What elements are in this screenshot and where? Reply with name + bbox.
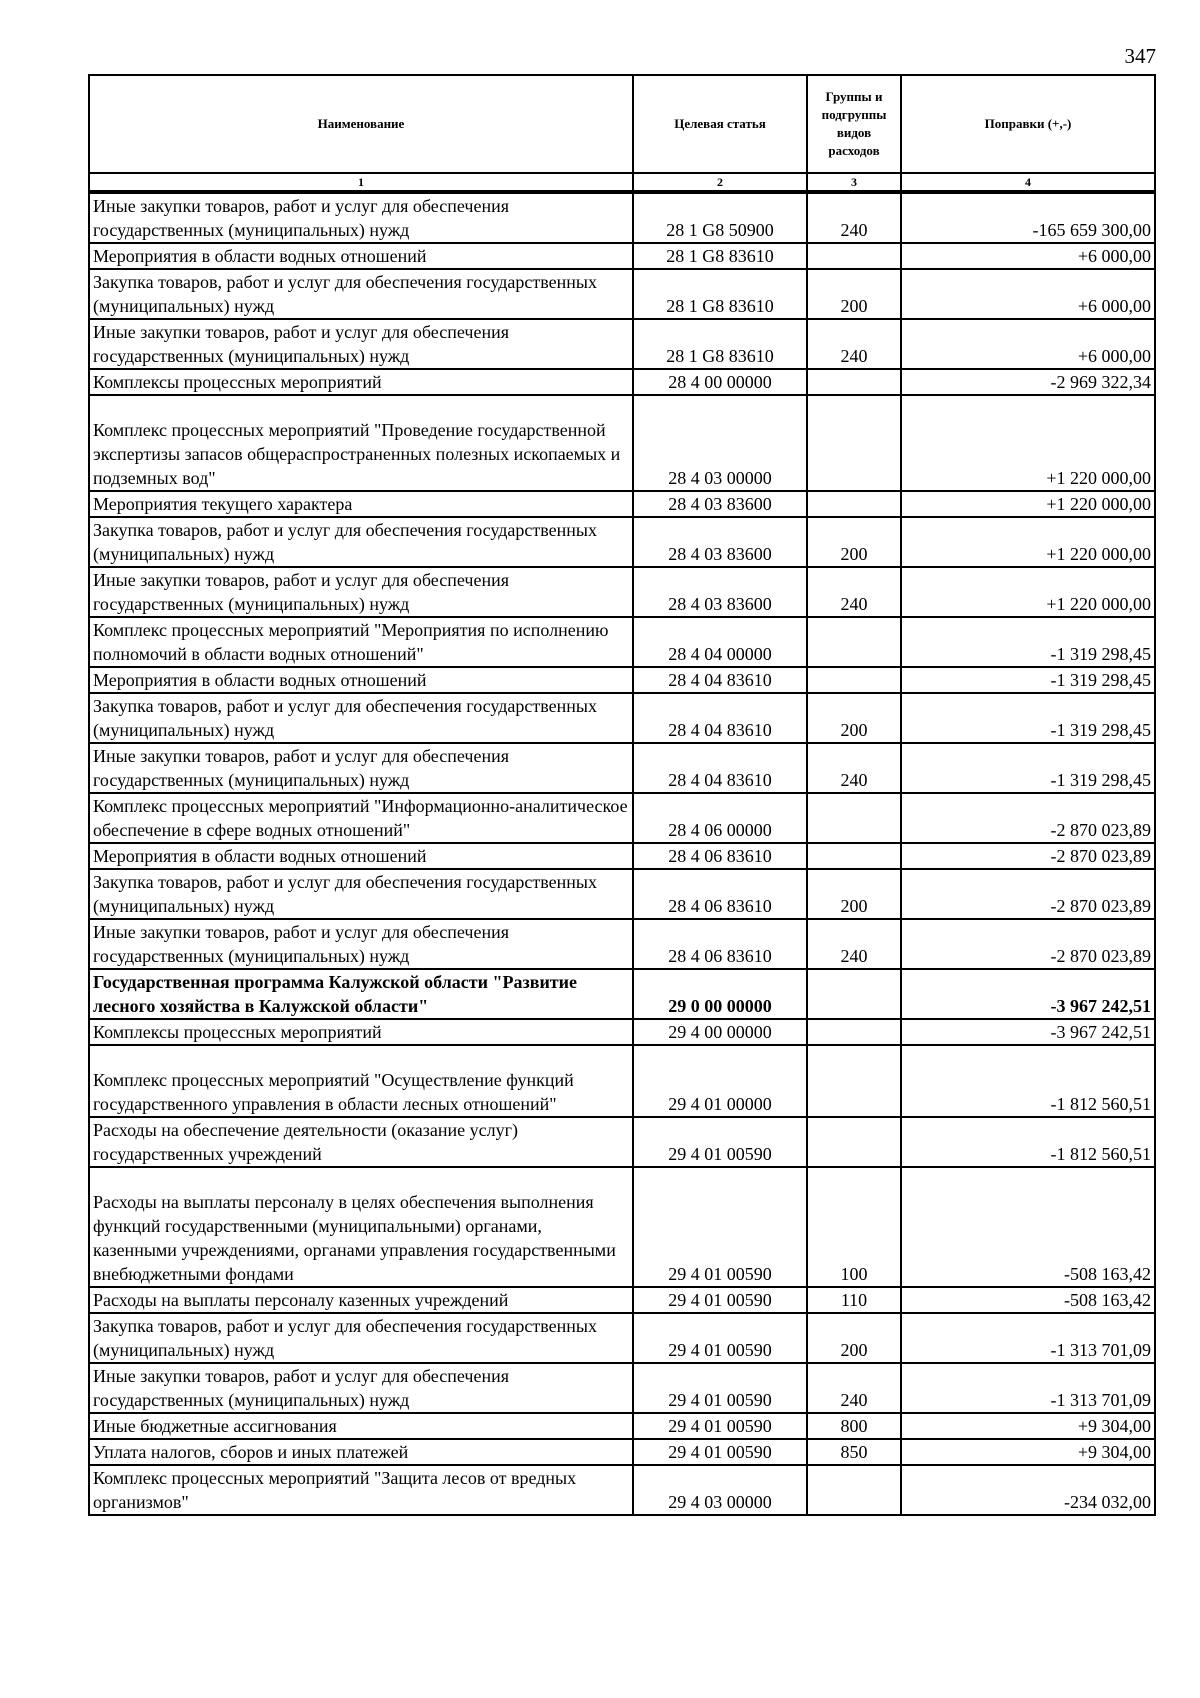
table-row bbox=[89, 319, 1155, 369]
row-expense-group: 240 bbox=[807, 919, 901, 969]
row-expense-group: 240 bbox=[807, 319, 901, 369]
row-target-code: 28 4 00 00000 bbox=[633, 369, 807, 395]
row-expense-group bbox=[807, 1045, 901, 1117]
row-expense-group: 800 bbox=[807, 1413, 901, 1439]
table-row bbox=[89, 567, 1155, 617]
row-target-code: 28 4 03 00000 bbox=[633, 395, 807, 491]
row-target-code: 29 4 01 00590 bbox=[633, 1413, 807, 1439]
table-row bbox=[89, 1363, 1155, 1413]
row-amendment-amount: -1 319 298,45 bbox=[901, 667, 1155, 693]
row-target-code: 29 4 01 00590 bbox=[633, 1439, 807, 1465]
row-expense-group bbox=[807, 369, 901, 395]
row-target-code: 28 1 G8 83610 bbox=[633, 319, 807, 369]
row-name: Мероприятия в области водных отношений bbox=[89, 243, 633, 269]
row-expense-group: 200 bbox=[807, 693, 901, 743]
row-expense-group bbox=[807, 491, 901, 517]
row-name: Иные закупки товаров, работ и услуг для обеспечения государственных (муниципальных) нужд bbox=[89, 192, 633, 243]
row-target-code: 28 4 03 83600 bbox=[633, 491, 807, 517]
row-name: Закупка товаров, работ и услуг для обеспечения государственных (муниципальных) нужд bbox=[89, 1313, 633, 1363]
table-body bbox=[89, 192, 1155, 1515]
table-row bbox=[89, 1413, 1155, 1439]
row-name: Комплекс процессных мероприятий "Информационно-аналитическое обеспечение в сфере водных отношений" bbox=[89, 793, 633, 843]
row-target-code: 28 4 06 00000 bbox=[633, 793, 807, 843]
header-group: Группы и подгруппы видов расходов bbox=[807, 75, 901, 173]
row-target-code: 29 4 01 00590 bbox=[633, 1313, 807, 1363]
row-target-code: 28 1 G8 50900 bbox=[633, 192, 807, 243]
row-name: Расходы на обеспечение деятельности (оказание услуг) государственных учреждений bbox=[89, 1117, 633, 1167]
row-amendment-amount: -165 659 300,00 bbox=[901, 192, 1155, 243]
row-expense-group: 200 bbox=[807, 1313, 901, 1363]
table-row bbox=[89, 1167, 1155, 1287]
row-amendment-amount: +1 220 000,00 bbox=[901, 517, 1155, 567]
table-row bbox=[89, 1019, 1155, 1045]
row-expense-group: 200 bbox=[807, 869, 901, 919]
table-row bbox=[89, 743, 1155, 793]
row-expense-group: 100 bbox=[807, 1167, 901, 1287]
row-amendment-amount: -508 163,42 bbox=[901, 1287, 1155, 1313]
row-amendment-amount: -1 319 298,45 bbox=[901, 743, 1155, 793]
row-amendment-amount: -3 967 242,51 bbox=[901, 969, 1155, 1019]
row-name: Мероприятия текущего характера bbox=[89, 491, 633, 517]
row-target-code: 28 4 04 83610 bbox=[633, 743, 807, 793]
row-name: Закупка товаров, работ и услуг для обеспечения государственных (муниципальных) нужд bbox=[89, 269, 633, 319]
row-name: Расходы на выплаты персоналу в целях обеспечения выполнения функций государственными (муниципальными) органами, казенными учреждениями, органами управления государственными внебюджетными фондами bbox=[89, 1167, 633, 1287]
row-expense-group: 240 bbox=[807, 1363, 901, 1413]
header-amendments: Поправки (+,-) bbox=[901, 75, 1155, 173]
table-row bbox=[89, 369, 1155, 395]
row-amendment-amount: +6 000,00 bbox=[901, 243, 1155, 269]
table-row bbox=[89, 243, 1155, 269]
table-row bbox=[89, 269, 1155, 319]
table-row bbox=[89, 617, 1155, 667]
row-expense-group bbox=[807, 1019, 901, 1045]
row-target-code: 28 1 G8 83610 bbox=[633, 243, 807, 269]
row-amendment-amount: -1 812 560,51 bbox=[901, 1117, 1155, 1167]
row-expense-group bbox=[807, 667, 901, 693]
row-name: Иные закупки товаров, работ и услуг для обеспечения государственных (муниципальных) нужд bbox=[89, 319, 633, 369]
row-amendment-amount: -508 163,42 bbox=[901, 1167, 1155, 1287]
row-name: Комплекс процессных мероприятий "Проведение государственной экспертизы запасов общераспространенных полезных ископаемых и подземных вод" bbox=[89, 395, 633, 491]
row-expense-group bbox=[807, 1465, 901, 1515]
table-row bbox=[89, 1045, 1155, 1117]
row-expense-group bbox=[807, 395, 901, 491]
table-row bbox=[89, 919, 1155, 969]
row-name: Комплексы процессных мероприятий bbox=[89, 369, 633, 395]
row-name: Комплекс процессных мероприятий "Мероприятия по исполнению полномочий в области водных отношений" bbox=[89, 617, 633, 667]
row-name: Иные закупки товаров, работ и услуг для обеспечения государственных (муниципальных) нужд bbox=[89, 919, 633, 969]
row-expense-group bbox=[807, 243, 901, 269]
row-name: Государственная программа Калужской области "Развитие лесного хозяйства в Калужской области" bbox=[89, 969, 633, 1019]
header-target: Целевая статья bbox=[633, 75, 807, 173]
row-target-code: 29 0 00 00000 bbox=[633, 969, 807, 1019]
row-name: Иные закупки товаров, работ и услуг для обеспечения государственных (муниципальных) нужд bbox=[89, 567, 633, 617]
row-amendment-amount: -1 313 701,09 bbox=[901, 1363, 1155, 1413]
table-row bbox=[89, 517, 1155, 567]
row-name: Комплекс процессных мероприятий "Осуществление функций государственного управления в области лесных отношений" bbox=[89, 1045, 633, 1117]
row-target-code: 29 4 03 00000 bbox=[633, 1465, 807, 1515]
table-row bbox=[89, 693, 1155, 743]
row-name: Комплексы процессных мероприятий bbox=[89, 1019, 633, 1045]
row-target-code: 28 4 06 83610 bbox=[633, 843, 807, 869]
table-row bbox=[89, 969, 1155, 1019]
row-expense-group: 240 bbox=[807, 567, 901, 617]
row-name: Иные закупки товаров, работ и услуг для обеспечения государственных (муниципальных) нужд bbox=[89, 743, 633, 793]
table-row bbox=[89, 843, 1155, 869]
table-row bbox=[89, 1117, 1155, 1167]
row-expense-group: 240 bbox=[807, 192, 901, 243]
row-name: Иные закупки товаров, работ и услуг для обеспечения государственных (муниципальных) нужд bbox=[89, 1363, 633, 1413]
row-amendment-amount: +1 220 000,00 bbox=[901, 395, 1155, 491]
table-row bbox=[89, 1313, 1155, 1363]
row-amendment-amount: +6 000,00 bbox=[901, 319, 1155, 369]
column-number: 4 bbox=[901, 173, 1155, 192]
row-expense-group bbox=[807, 843, 901, 869]
header-row bbox=[89, 75, 1155, 173]
row-target-code: 28 4 03 83600 bbox=[633, 567, 807, 617]
row-target-code: 29 4 01 00000 bbox=[633, 1045, 807, 1117]
row-amendment-amount: -3 967 242,51 bbox=[901, 1019, 1155, 1045]
row-name: Уплата налогов, сборов и иных платежей bbox=[89, 1439, 633, 1465]
row-amendment-amount: -2 870 023,89 bbox=[901, 843, 1155, 869]
row-amendment-amount: -2 969 322,34 bbox=[901, 369, 1155, 395]
row-target-code: 28 4 06 83610 bbox=[633, 919, 807, 969]
column-number: 2 bbox=[633, 173, 807, 192]
row-amendment-amount: +1 220 000,00 bbox=[901, 491, 1155, 517]
row-expense-group: 240 bbox=[807, 743, 901, 793]
row-name: Мероприятия в области водных отношений bbox=[89, 843, 633, 869]
row-target-code: 29 4 00 00000 bbox=[633, 1019, 807, 1045]
row-expense-group: 110 bbox=[807, 1287, 901, 1313]
table-row bbox=[89, 869, 1155, 919]
row-expense-group bbox=[807, 969, 901, 1019]
row-expense-group bbox=[807, 617, 901, 667]
row-name: Закупка товаров, работ и услуг для обеспечения государственных (муниципальных) нужд bbox=[89, 517, 633, 567]
row-expense-group bbox=[807, 1117, 901, 1167]
row-name: Иные бюджетные ассигнования bbox=[89, 1413, 633, 1439]
table-row bbox=[89, 667, 1155, 693]
table-row bbox=[89, 491, 1155, 517]
row-amendment-amount: +9 304,00 bbox=[901, 1439, 1155, 1465]
row-target-code: 28 4 03 83600 bbox=[633, 517, 807, 567]
row-name: Мероприятия в области водных отношений bbox=[89, 667, 633, 693]
row-target-code: 28 4 04 83610 bbox=[633, 693, 807, 743]
row-expense-group: 850 bbox=[807, 1439, 901, 1465]
row-target-code: 28 4 04 00000 bbox=[633, 617, 807, 667]
row-name: Расходы на выплаты персоналу казенных учреждений bbox=[89, 1287, 633, 1313]
row-amendment-amount: +9 304,00 bbox=[901, 1413, 1155, 1439]
row-name: Закупка товаров, работ и услуг для обеспечения государственных (муниципальных) нужд bbox=[89, 693, 633, 743]
row-amendment-amount: -1 319 298,45 bbox=[901, 693, 1155, 743]
table-row bbox=[89, 395, 1155, 491]
row-amendment-amount: -1 812 560,51 bbox=[901, 1045, 1155, 1117]
row-expense-group: 200 bbox=[807, 269, 901, 319]
row-target-code: 28 4 06 83610 bbox=[633, 869, 807, 919]
table-row bbox=[89, 1465, 1155, 1515]
column-number: 1 bbox=[89, 173, 633, 192]
header-name: Наименование bbox=[89, 75, 633, 173]
row-target-code: 29 4 01 00590 bbox=[633, 1363, 807, 1413]
row-amendment-amount: -1 319 298,45 bbox=[901, 617, 1155, 667]
table-row bbox=[89, 1287, 1155, 1313]
row-target-code: 29 4 01 00590 bbox=[633, 1167, 807, 1287]
row-name: Закупка товаров, работ и услуг для обеспечения государственных (муниципальных) нужд bbox=[89, 869, 633, 919]
row-target-code: 29 4 01 00590 bbox=[633, 1287, 807, 1313]
row-amendment-amount: +6 000,00 bbox=[901, 269, 1155, 319]
row-expense-group bbox=[807, 793, 901, 843]
budget-table bbox=[88, 74, 1156, 1516]
row-target-code: 28 1 G8 83610 bbox=[633, 269, 807, 319]
table-row bbox=[89, 192, 1155, 243]
row-target-code: 28 4 04 83610 bbox=[633, 667, 807, 693]
row-expense-group: 200 bbox=[807, 517, 901, 567]
column-number: 3 bbox=[807, 173, 901, 192]
table-row bbox=[89, 793, 1155, 843]
row-name: Комплекс процессных мероприятий "Защита лесов от вредных организмов" bbox=[89, 1465, 633, 1515]
row-amendment-amount: -2 870 023,89 bbox=[901, 919, 1155, 969]
column-number-row bbox=[89, 173, 1155, 192]
row-amendment-amount: -234 032,00 bbox=[901, 1465, 1155, 1515]
row-amendment-amount: -1 313 701,09 bbox=[901, 1313, 1155, 1363]
page-number: 347 bbox=[1124, 44, 1156, 68]
table-row bbox=[89, 1439, 1155, 1465]
row-target-code: 29 4 01 00590 bbox=[633, 1117, 807, 1167]
row-amendment-amount: +1 220 000,00 bbox=[901, 567, 1155, 617]
row-amendment-amount: -2 870 023,89 bbox=[901, 793, 1155, 843]
row-amendment-amount: -2 870 023,89 bbox=[901, 869, 1155, 919]
